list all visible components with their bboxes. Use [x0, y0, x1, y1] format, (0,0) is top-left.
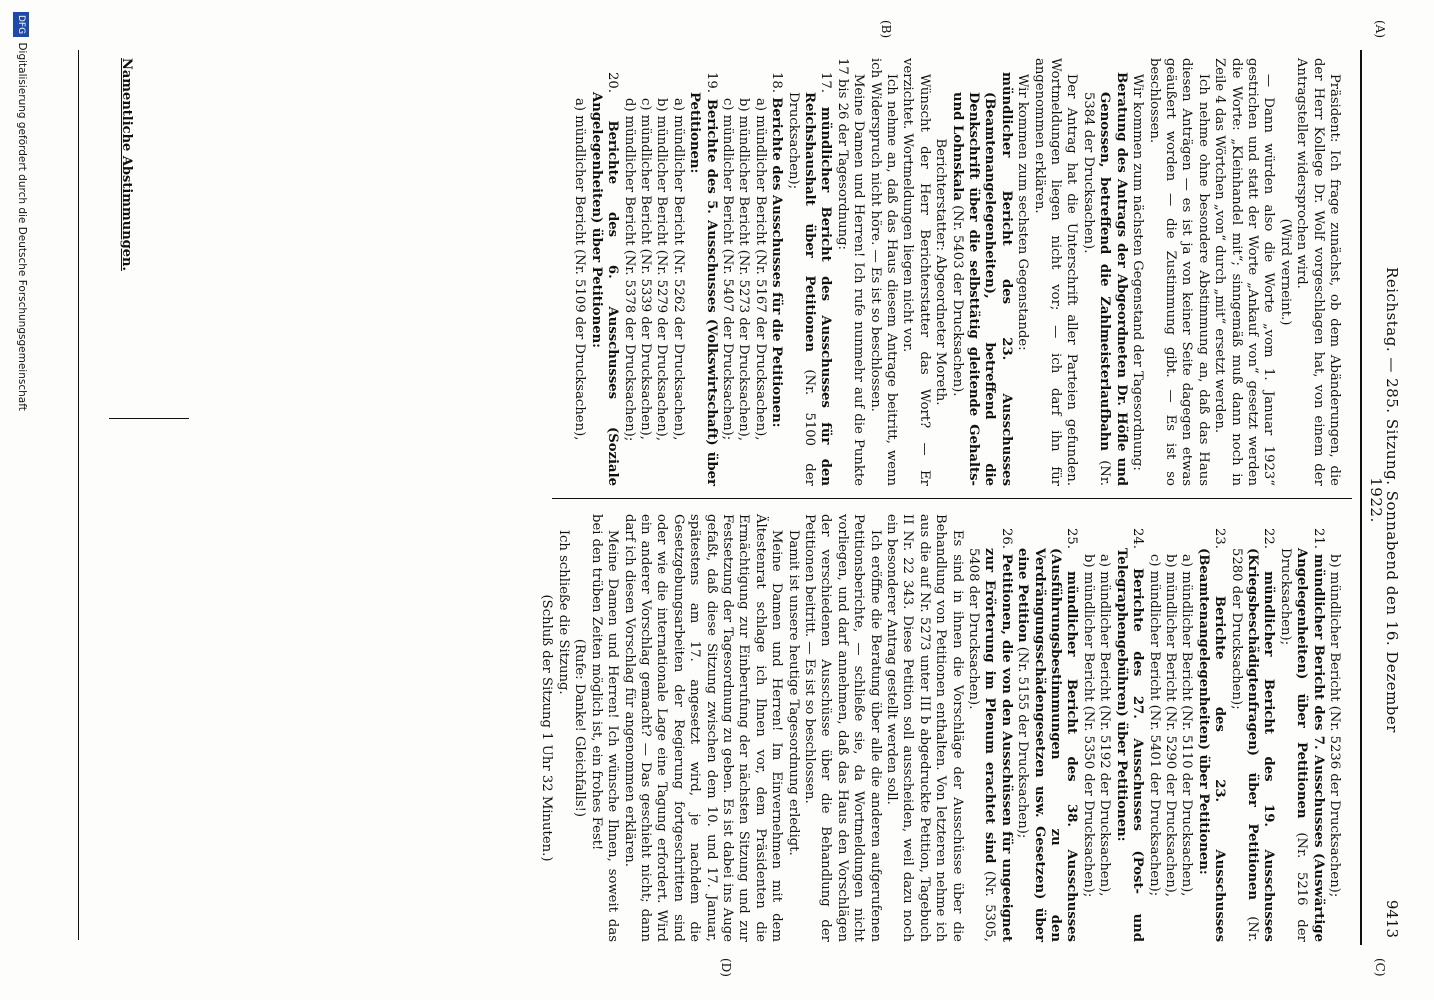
- president-question: Präsident: Ich frage zunächst, ob dem Abänderungen, die der Herr Kollege Dr. Wolf vorgeschlagen hat, von einem der Antragsteller widersprochen wird.: [1294, 58, 1342, 486]
- agenda-item-26: 26. Petitionen, die von den Ausschüssen für ungeeignet zur Erörterung im Plenum erachtet sind (Nr. 5305, 5408 der Drucksachen).: [966, 528, 1014, 943]
- assumption-text: Ich nehme ohne besondere Abstimmung an, daß das Haus diesen Anträgen — es ist ja von keiner Seite dagegen etwas geäußert worden — die Zustimmung gibt. — Es ist so beschlossen.: [1146, 58, 1211, 486]
- left-column: [571, 58, 1342, 486]
- agenda-item-sixth: mündlicher Bericht des 23. Ausschusses (Beamtenangelegenheiten), betreffend die Denkschrift über die selbsttätig gleitende Gehalts- und Lohnskala (Nr. 5403 der Drucksachen).: [949, 72, 1014, 486]
- note-not-contradicted: (Wird verneint.): [1277, 218, 1293, 326]
- item-18a: a) mündlicher Bericht (Nr. 5167 der Drucksachen),: [752, 98, 768, 441]
- item-24a: a) mündlicher Bericht (Nr. 5192 der Drucksachen),: [1097, 554, 1113, 897]
- margin-mark-a: (A): [1373, 20, 1387, 39]
- item-19c: c) mündlicher Bericht (Nr. 5339 der Drucksachen),: [637, 98, 653, 440]
- agenda-item-21: 21. mündlicher Bericht des 7. Ausschusses (Auswärtige Angelegenheiten) über Petitionen (Nr. 5216 der Drucksachen);: [1277, 528, 1326, 942]
- dfg-logo: DFG: [13, 12, 29, 37]
- item-23b: b) mündlicher Bericht (Nr. 5290 der Drucksachen),: [1162, 554, 1178, 898]
- item-20b: b) mündlicher Bericht (Nr. 5236 der Drucksachen);: [1327, 554, 1342, 898]
- item-19b: b) mündlicher Bericht (Nr. 5279 der Drucksachen),: [654, 98, 670, 442]
- agenda-item-20: 20. Berichte des 6. Ausschusses (Soziale Angelegenheiten) über Petitionen:: [588, 72, 621, 486]
- digitization-credit: [13, 12, 30, 411]
- running-title: Reichstag. — 285. Sitzung. Sonnabend den 16. Dezember 1922.: [1366, 267, 1401, 733]
- right-column: [538, 514, 1342, 942]
- item-23c: c) mündlicher Bericht (Nr. 5401 der Drucksachen);: [1146, 554, 1162, 897]
- item-19a: a) mündlicher Bericht (Nr. 5262 der Drucksachen),: [670, 98, 686, 441]
- call-points-17-26: Meine Damen und Herren! Ich rufe nunmehr auf die Punkte 17 bis 26 der Tagesordnung:: [834, 58, 867, 486]
- short-divider: [109, 418, 189, 419]
- agenda-completed: Damit ist unsere heutige Tagesordnung erledigt.: [785, 529, 801, 856]
- item-24b: b) mündlicher Bericht (Nr. 5350 der Drucksachen);: [1080, 554, 1096, 898]
- next-session-proposal: Meine Damen und Herren! Im Einvernehmen mit dem Ältestenrat schlage ich Ihnen vor, dem Präsidenten die Ermächtigung zur Einberufung der nächsten Sitzung und zur Festsetzung der Tagesordnung zu geben. Es ist dabei ins Auge gefaßt, daß diese Sitzung zwischen dem 10. und 17. Januar, spätestens am 17. angesetzt wird, je nachdem die Gesetzgebungsarbeiten der Regierung fortgeschritten sind oder wie die internationale Lage eine Tagung erfordert. Wird ein anderer Vorschlag gemacht? — Das geschieht nicht; dann darf ich diesen Vorschlag für angenommen erklären.: [621, 514, 785, 942]
- page-number: 9413: [1383, 899, 1401, 938]
- amendment-text: — Dann würden also die Worte „vom 1. Januar 1923“ gestrichen und statt der Worte „Ankauf von“ gesetzt werden die Worte: „Kleinhandel mit“; sinngemäß muß dann noch in Zeile 4 das Wörtchen „von“ durch „mit“ ersetzt werden.: [1212, 58, 1277, 486]
- item-19d: d) mündlicher Bericht (Nr. 5378 der Drucksachen);: [621, 98, 637, 442]
- header-rule: [1360, 50, 1362, 945]
- agenda-item-18: 18. Berichte des Ausschusses für die Petitionen:: [769, 72, 785, 428]
- session-end-time: (Schluß der Sitzung 1 Uhr 32 Minuten.): [539, 594, 555, 862]
- footer-rule: [78, 50, 79, 940]
- holiday-wishes: Meine Damen und Herren! Ich wünsche Ihnen, soweit das bei den trüben Zeiten möglich ist, ein frohes Fest!: [588, 514, 621, 942]
- sixth-item-intro: Wir kommen zum sechsten Gegenstande:: [1015, 73, 1031, 351]
- agenda-item-antrag: Beratung des Antrags der Abgeordneten Dr. Höfle und Genossen, betreffend die Zahlmeisterlaufbahn (Nr. 5384 der Drucksachen).: [1080, 72, 1129, 486]
- margin-mark-c: (C): [1373, 958, 1387, 977]
- rapporteur-waives: Wünscht der Herr Berichterstatter das Wort? — Er verzichtet. Wortmeldungen liegen nicht vor.: [900, 58, 932, 486]
- session-closed: Ich schließe die Sitzung.: [555, 529, 571, 695]
- next-item-intro: Wir kommen zum nächsten Gegenstand der Tagesordnung:: [1130, 73, 1146, 471]
- item-18b: b) mündlicher Bericht (Nr. 5273 der Drucksachen),: [736, 98, 752, 442]
- rapporteur: Berichterstatter: Abgeordneter Moreth.: [933, 138, 949, 406]
- agenda-item-25: 25. mündlicher Bericht des 38. Ausschusses (Ausführungsbestimmungen zu den Verdrängungsschädengesetzen usw. Gesetzen) über eine Petition (Nr. 5155 der Drucksachen);: [1015, 528, 1080, 942]
- item-18c: c) mündlicher Bericht (Nr. 5407 der Drucksachen);: [719, 98, 735, 441]
- item-23a: a) mündlicher Bericht (Nr. 5110 der Drucksachen),: [1179, 554, 1195, 897]
- margin-mark-d: (D): [719, 958, 733, 977]
- resolution-text: Ich nehme an, daß das Haus diesem Antrage beitritt, wenn ich Widerspruch nicht höre. — Es ist so beschlossen.: [867, 58, 900, 486]
- item-20a: a) mündlicher Bericht (Nr. 5109 der Drucksachen),: [572, 98, 588, 441]
- column-divider: [552, 498, 1352, 499]
- margin-mark-b: (B): [879, 20, 893, 39]
- agenda-item-24: 24. Berichte des 27. Ausschusses (Post- und Telegraphengebühren) über Petitionen:: [1113, 528, 1146, 942]
- section-heading-roll-call: Namentliche Abstimmungen.: [119, 58, 134, 272]
- holiday-reply-note: (Rufe: Danke! Gleichfalls!): [572, 638, 588, 818]
- antrag-accepted: Der Antrag hat die Unterschrift aller Parteien gefunden. Wortmeldungen liegen nicht vor; — ich darf ihn für angenommen erklären.: [1031, 58, 1080, 486]
- agenda-item-19: 19. Berichte des 5. Ausschusses (Volkswirtschaft) über Petitionen:: [687, 72, 719, 486]
- agenda-item-22: 22. mündlicher Bericht des 19. Ausschusses (Kriegsbeschädigtenfragen) über Petitionen (Nr. 5280 der Drucksachen);: [1228, 528, 1277, 942]
- credit-text: Digitalisierung gefördert durch die Deutsche Forschungsgemeinschaft: [16, 42, 28, 411]
- agenda-item-23: 23. Berichte des 23. Ausschusses (Beamtenangelegenheiten) über Petitionen:: [1195, 528, 1228, 942]
- petitions-resolution: Ich eröffne die Beratung über alle die anderen aufgerufenen Petitionsberichte, — schließe sie, da Wortmeldungen nicht vorliegen, und darf annehmen, daß das Haus den Vorschlägen der verschiedenen Ausschüsse über die Behandlung der Petitionen beitritt. — Es ist so beschlossen.: [802, 514, 883, 942]
- petitions-note: Es sind in ihnen die Vorschläge der Ausschüsse über die Behandlung von Petitionen enthalten. Von letzteren nehme ich aus die auf Nr. 5273 unter III b abgedruckte Petition, Tagebuch II Nr. 22 343. Diese Petition soll ausscheiden, weil dazu noch ein besonderer Antrag gestellt werden soll.: [884, 514, 965, 942]
- agenda-item-17: 17. mündlicher Bericht des Ausschusses für den Reichshaushalt über Petitionen (Nr. 5100 der Drucksachen);: [785, 72, 834, 486]
